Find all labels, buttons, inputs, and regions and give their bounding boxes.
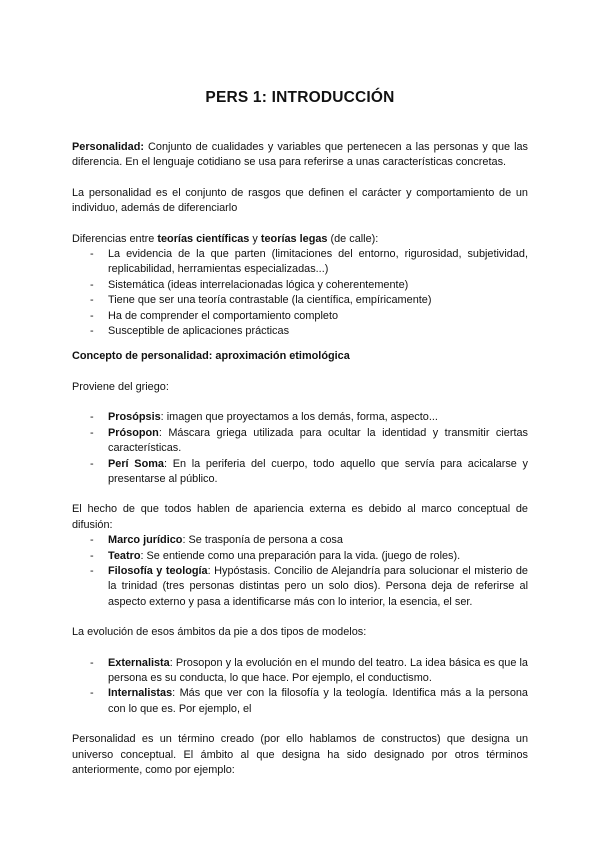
list-item-text: Susceptible de aplicaciones prácticas [108, 325, 290, 338]
proviene-paragraph: Proviene del griego: [72, 380, 169, 393]
concepto-heading [72, 349, 528, 364]
list-item [72, 564, 528, 610]
list-item [72, 293, 528, 308]
concepto-heading-text: Concepto de personalidad: aproximación etimológica [72, 350, 350, 363]
list-item-term: Marco jurídico [108, 534, 183, 547]
list-item [72, 247, 528, 278]
teorias-cientificas-term: teorías científicas [157, 232, 250, 245]
list-item-term: Teatro [108, 549, 141, 562]
list-item [72, 656, 528, 687]
document-body [72, 88, 528, 778]
list-item-text: : imagen que proyectamos a los demás, forma, aspecto... [160, 411, 438, 424]
list-item-text: : Hypóstasis. Concilio de Alejandría para solucionar el misterio de la trinidad (tres personas distintas pero un solo dios). Persona deja de referirse al aspecto externo y pasa a identificarse más con lo interior, la esencia, el ser. [108, 564, 528, 608]
list-item [72, 324, 528, 339]
list-item-term: Externalista [108, 656, 170, 669]
dash-bullet: - [90, 426, 94, 439]
list-item-term: Prosópsis [108, 411, 161, 424]
dash-bullet: - [90, 411, 94, 424]
griego-list [72, 410, 528, 487]
list-item-text: : Se trasponía de persona a cosa [182, 534, 343, 547]
dash-bullet: - [90, 549, 94, 562]
list-item [72, 278, 528, 293]
teorias-legas-term: teorías legas [260, 232, 328, 245]
dash-bullet: - [90, 325, 94, 338]
dash-bullet: - [90, 687, 94, 700]
hecho-paragraph: El hecho de que todos hablen de apariencia externa es debido al marco conceptual de difusión: [72, 503, 528, 531]
list-item [72, 686, 528, 717]
list-item-text: : Se entiende como una preparación para la vida. (juego de roles). [140, 549, 461, 562]
list-item [72, 309, 528, 324]
dash-bullet: - [90, 534, 94, 547]
list-item-term: Perí Soma [108, 457, 164, 470]
modelos-list [72, 656, 528, 718]
diferencias-intro [72, 232, 528, 247]
page-title: PERS 1: INTRODUCCIÓN [205, 89, 395, 106]
personalidad-term: Personalidad: [72, 141, 145, 153]
evolucion-paragraph: La evolución de esos ámbitos da pie a dos tipos de modelos: [72, 626, 367, 639]
list-item [72, 457, 528, 488]
dash-bullet: - [90, 309, 94, 322]
dash-bullet: - [90, 278, 94, 291]
final-paragraph: Personalidad es un término creado (por ello hablamos de constructos) que designa un universo conceptual. El ámbito al que designa ha sido designado por otros términos anteriormente, como por ejemplo: [72, 733, 528, 776]
personalidad-paragraph: La personalidad es el conjunto de rasgos que definen el carácter y comportamiento de un individuo, además de diferenciarlo [72, 186, 528, 215]
dash-bullet: - [90, 564, 94, 577]
diferencias-intro-b: y [249, 232, 261, 245]
marcos-list [72, 533, 528, 610]
list-item-text: : Máscara griega utilizada para ocultar la identidad y transmitir ciertas características. [108, 426, 528, 455]
list-item-term: Prósopon [108, 426, 159, 439]
list-item-text: Tiene que ser una teoría contrastable (la científica, empíricamente) [108, 294, 432, 307]
diferencias-list [72, 247, 528, 339]
list-item [72, 549, 528, 564]
list-item-text: : En la periferia del cuerpo, todo aquello que servía para acicalarse y presentarse al público. [108, 457, 528, 485]
list-item-text: Sistemática (ideas interrelacionadas lógica y coherentemente) [108, 278, 409, 291]
list-item [72, 533, 528, 548]
dash-bullet: - [90, 248, 94, 261]
dash-bullet: - [90, 294, 94, 307]
list-item-text: : Más que ver con la filosofía y la teología. Identifica más a la persona con lo que es. Por ejemplo, el [108, 687, 528, 715]
list-item [72, 410, 528, 425]
dash-bullet: - [90, 457, 94, 470]
list-item-term: Internalistas [108, 687, 173, 700]
list-item [72, 426, 528, 457]
list-item-term: Filosofía y teología [108, 564, 208, 577]
personalidad-text: Conjunto de cualidades y variables que pertenecen a las personas y que las diferencia. En el lenguaje cotidiano se usa para referirse a unas características concretas. [72, 141, 528, 169]
list-item-text: Ha de comprender el comportamiento completo [108, 309, 339, 322]
list-item-text: : Prosopon y la evolución en el mundo del teatro. La idea básica es que la persona es su conducta, lo que hace. Por ejemplo, el conductismo. [108, 656, 528, 684]
dash-bullet: - [90, 656, 94, 669]
list-item-text: La evidencia de la que parten (limitaciones del entorno, rigurosidad, subjetividad, replicabilidad, herramientas especializadas...) [108, 248, 528, 276]
personalidad-definition [72, 140, 528, 171]
diferencias-intro-a: Diferencias entre [72, 232, 158, 245]
diferencias-intro-c: (de calle): [327, 232, 379, 245]
